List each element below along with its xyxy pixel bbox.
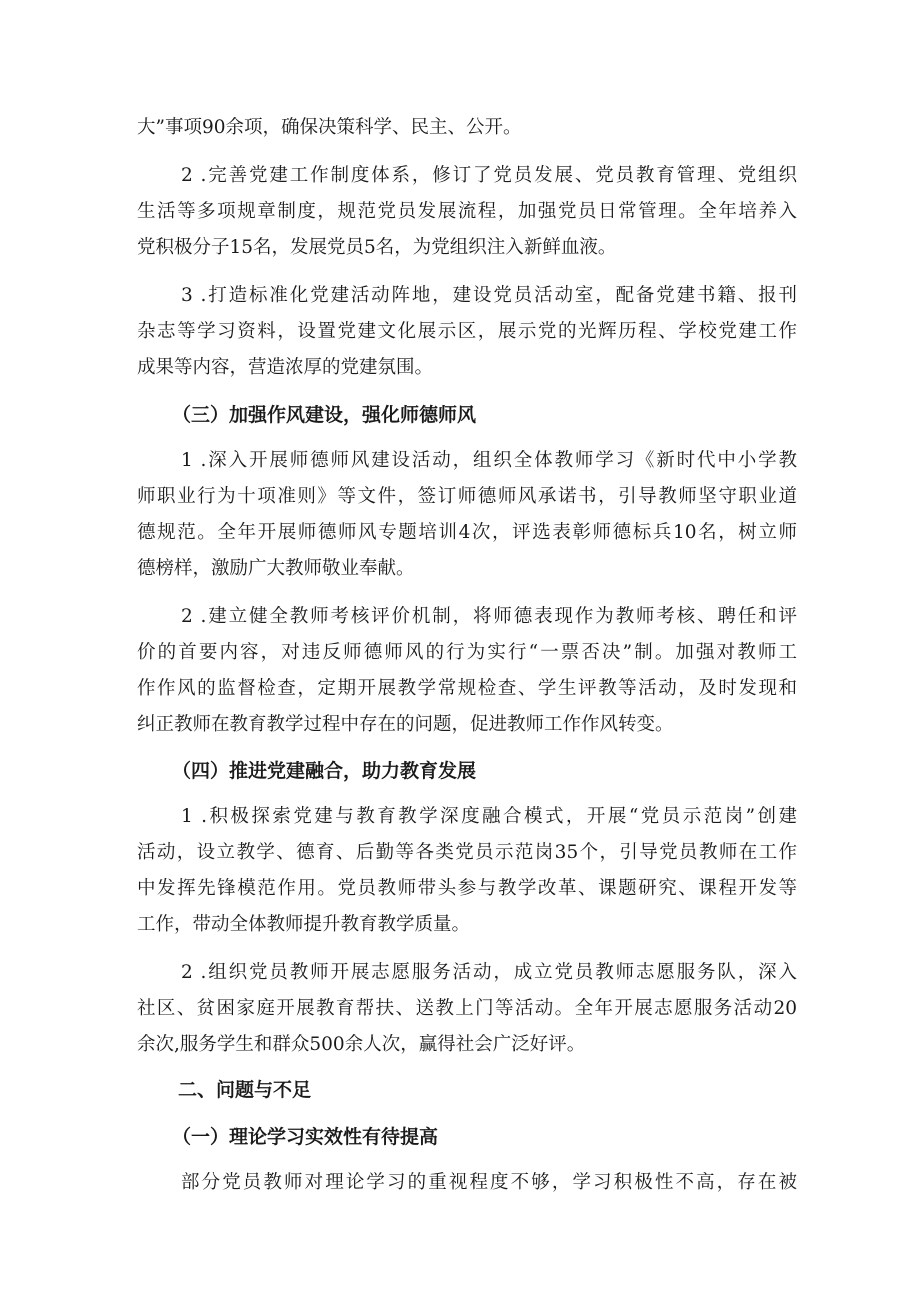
paragraph-line: 2 .组织党员教师开展志愿服务活动，成立党员教师志愿服务队，深入 <box>181 962 797 983</box>
paragraph-line: 价的首要内容，对违反师德师风的行为实行“一票否决”制。加强对教师工 <box>137 642 797 663</box>
paragraph-line: 活动，设立教学、德育、后勤等各类党员示范岗35个，引导党员教师在工作 <box>137 842 797 863</box>
section-heading: （三）加强作风建设，强化师德师风 <box>172 404 477 426</box>
paragraph-line: 部分党员教师对理论学习的重视程度不够，学习积极性不高，存在被 <box>181 1172 797 1193</box>
section-heading: （四）推进党建融合，助力教育发展 <box>172 760 477 782</box>
paragraph-line: 党积极分子15名，发展党员5名，为党组织注入新鲜血液。 <box>137 237 617 258</box>
paragraph-line: 3 .打造标准化党建活动阵地，建设党员活动室，配备党建书籍、报刊 <box>181 285 797 306</box>
paragraph-line: 作作风的监督检查，定期开展教学常规检查、学生评教等活动，及时发现和 <box>137 678 797 699</box>
paragraph-line: 中发挥先锋模范作用。党员教师带头参与教学改革、课题研究、课程开发等 <box>137 878 797 899</box>
paragraph-line: 纠正教师在教育教学过程中存在的问题，促进教师工作作风转变。 <box>137 714 674 735</box>
paragraph-line: 社区、贫困家庭开展教育帮扶、送教上门等活动。全年开展志愿服务活动20 <box>137 998 797 1019</box>
paragraph-line: 生活等多项规章制度，规范党员发展流程，加强党员日常管理。全年培养入 <box>137 201 797 222</box>
paragraph-line: 2 .完善党建工作制度体系，修订了党员发展、党员教育管理、党组织 <box>181 165 797 186</box>
chapter-heading: 二、问题与不足 <box>178 1079 312 1101</box>
paragraph-line: 2 .建立健全教师考核评价机制，将师德表现作为教师考核、聘任和评 <box>181 606 797 627</box>
paragraph-line: 德榜样，激励广大教师敬业奉献。 <box>137 558 415 579</box>
paragraph-line: 工作，带动全体教师提升教育教学质量。 <box>137 914 471 935</box>
paragraph-line: 师职业行为十项准则》等文件，签订师德师风承诺书，引导教师坚守职业道 <box>137 486 797 507</box>
paragraph-line: 余次,服务学生和群众500余人次，赢得社会广泛好评。 <box>137 1034 586 1055</box>
paragraph-line: 德规范。全年开展师德师风专题培训4次，评选表彰师德标兵10名，树立师 <box>137 522 797 543</box>
paragraph-line: 杂志等学习资料，设置党建文化展示区，展示党的光辉历程、学校党建工作 <box>137 321 797 342</box>
paragraph-line: 大”事项90余项，确保决策科学、民主、公开。 <box>137 117 522 138</box>
paragraph-line: 1 .积极探索党建与教育教学深度融合模式，开展“党员示范岗”创建 <box>181 806 797 827</box>
paragraph-line: 成果等内容，营造浓厚的党建氛围。 <box>137 357 434 378</box>
section-heading: （一）理论学习实效性有待提高 <box>172 1126 439 1148</box>
paragraph-line: 1 .深入开展师德师风建设活动，组织全体教师学习《新时代中小学教 <box>181 450 797 471</box>
